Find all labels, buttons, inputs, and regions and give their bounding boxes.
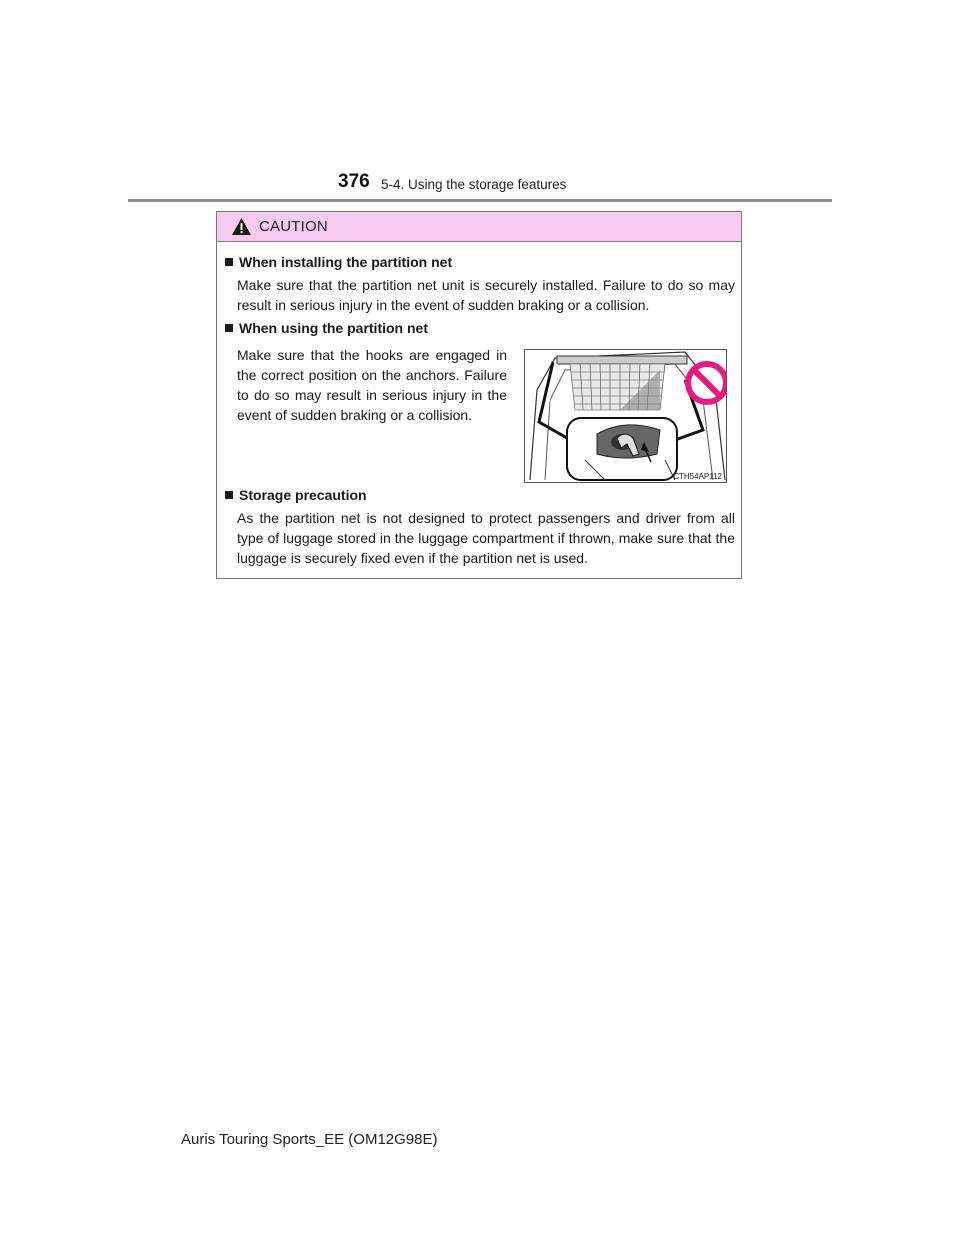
section-body-installing: Make sure that the partition net unit is securely installed. Failure to do so may result in serious injury in the event of sudden braking or a collision. (237, 277, 735, 313)
square-bullet-icon (225, 258, 233, 266)
footer-manual-title: Auris Touring Sports_EE (OM12G98E) (181, 1131, 438, 1148)
section-heading-installing: When installing the partition net (225, 254, 452, 270)
warning-icon (231, 217, 252, 236)
prohibition-icon (688, 364, 726, 402)
section-heading-storage: Storage precaution (225, 487, 367, 503)
header-rule (128, 199, 832, 202)
caution-box (216, 211, 742, 579)
section-body-using: Make sure that the hooks are engaged in the correct position on the anchors. Failure to do so may result in serious injury in the event of sudden braking or a collision. (237, 347, 507, 423)
caution-title: CAUTION (259, 218, 328, 235)
square-bullet-icon (225, 324, 233, 332)
caution-header (217, 212, 741, 242)
hook-anchor-drawing (525, 350, 727, 483)
partition-net-hook-illustration (524, 349, 727, 483)
page-number: 376 (338, 171, 370, 192)
illustration-code: CTH54AP112 (673, 472, 722, 481)
square-bullet-icon (225, 491, 233, 499)
section-heading-using: When using the partition net (225, 320, 428, 336)
section-title: 5-4. Using the storage features (381, 177, 567, 192)
section-body-storage: As the partition net is not designed to protect passengers and driver from all type of luggage stored in the luggage compartment if thrown, make sure that the luggage is securely fixed even if the partition net is used. (237, 510, 735, 566)
